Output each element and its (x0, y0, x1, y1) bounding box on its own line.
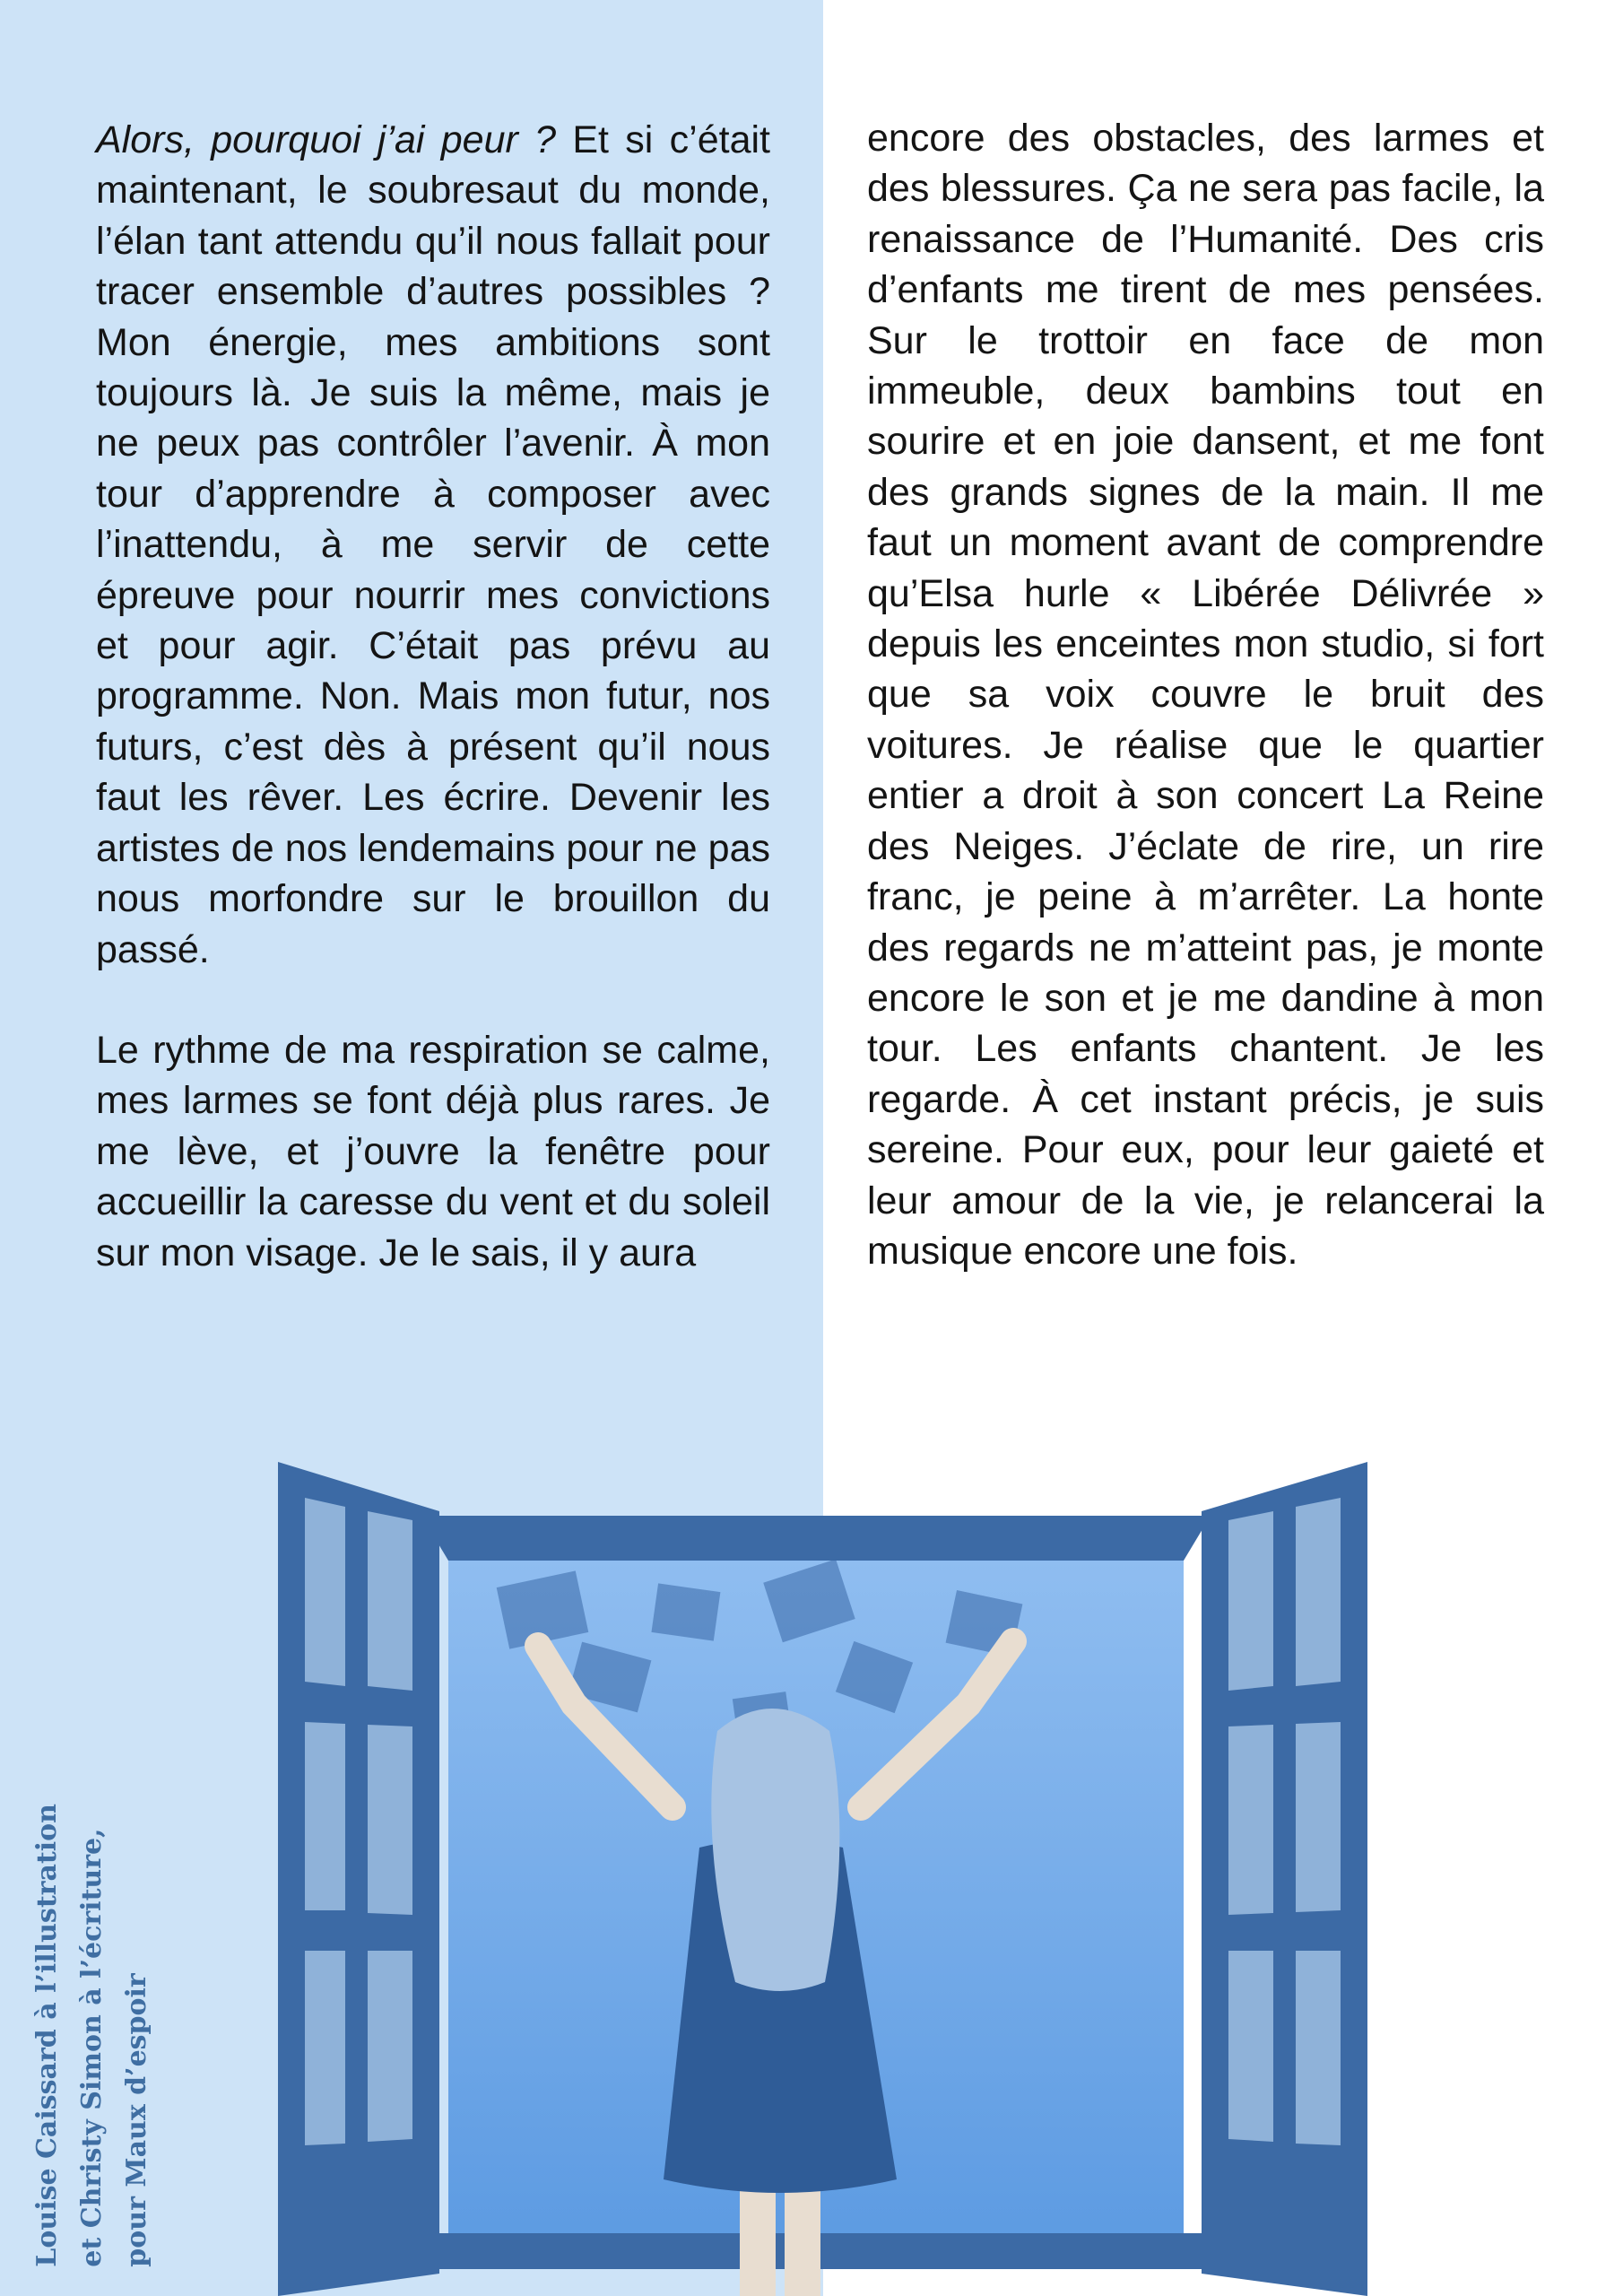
right-text-column (867, 113, 1544, 1276)
left-paragraph-2: Le rythme de ma respiration se calme, mes larmes se font déjà plus rares. Je me lève, et j’ouvre la fenêtre pour accueillir la caresse du vent et du soleil sur mon visage. Je le sais, il y aura (96, 1028, 770, 1274)
right-paragraph-1: encore des obstacles, des larmes et des blessures. Ça ne sera pas facile, la renaissance de l’Humanité. Des cris d’enfants me tirent de mes pensées. Sur le trottoir en face de mon immeuble, deux bambins tout en sourire et en joie dansent, et me font des grands signes de la main. Il me faut un moment avant de comprendre qu’Elsa hurle « Libérée Délivrée » depuis les enceintes mon studio, si fort que sa voix couvre le bruit des voitures. Je réalise que le quartier entier a droit à son concert La Reine des Neiges. J’éclate de rire, un rire franc, je peine à m’arrêter. La honte des regards ne m’atteint pas, je monte encore le son et je me dandine à mon tour. Les enfants chantent. Je les regarde. À cet instant précis, je suis sereine. Pour eux, pour leur gaieté et leur amour de la vie, je relancerai la musique encore une fois. (867, 117, 1544, 1273)
opening-question: Alors, pourquoi j’ai peur ? (96, 118, 557, 161)
credit-line-1: Louise Caissard à l’illustration (31, 1804, 63, 2267)
right-shutter (1202, 1462, 1367, 2296)
left-text-column (96, 115, 770, 1278)
credit-block (25, 1804, 160, 2267)
left-paragraph-1 (96, 115, 770, 975)
credit-line-2: et Christy Simon à l’écriture, (76, 1828, 108, 2267)
open-window-illustration (269, 1462, 1399, 2296)
credit-line-3: pour Maux d’espoir (121, 1973, 152, 2267)
left-shutter (278, 1462, 439, 2296)
left-paragraph-1-text: Et si c’était maintenant, le soubresaut du monde, l’élan tant attendu qu’il nous fallait pour tracer ensemble d’autres possibles ? Mon énergie, mes ambitions sont toujours là. Je suis la même, mais je ne peux pas contrôler l’avenir. À mon tour d’apprendre à composer avec l’inattendu, à me servir de cette épreuve pour nourrir mes convictions et pour agir. C’était pas prévu au programme. Non. Mais mon futur, nos futurs, c’est dès à présent qu’il nous faut les rêver. Les écrire. Devenir les artistes de nos lendemains pour ne pas nous morfondre sur le brouillon du passé. (96, 118, 770, 971)
window-top-frame (421, 1516, 1211, 1561)
